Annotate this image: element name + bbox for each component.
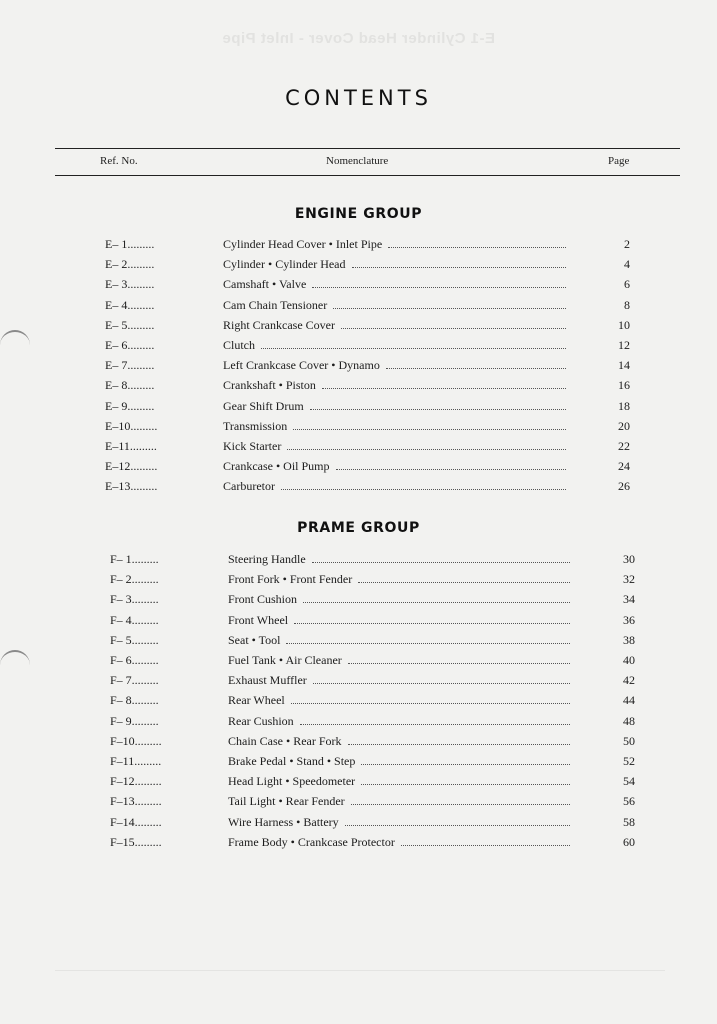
toc-entry-name: Front Cushion [228,592,298,607]
toc-entry-name: Clutch [223,338,255,352]
toc-entry-leader [348,728,570,745]
toc-entry-ref: E– 9......... [105,398,155,413]
toc-entry-leader [348,647,570,664]
toc-entry-leader [358,566,570,583]
toc-entry-leader [386,352,566,369]
toc-entry-leader [336,453,566,470]
toc-entry-name: Carburetor [223,479,275,494]
toc-entry-ref: F–14......... [110,814,162,829]
toc-entry [0,812,717,832]
toc-entry [0,476,717,496]
toc-entry-name: Crankshaft • Piston [223,378,316,393]
toc-entry-name: Transmission [223,418,288,433]
toc-entry-name: Seat • Tool [228,632,281,647]
column-header-nomenclature: Nomenclature [326,155,389,167]
toc-entry-name: Right Crankcase Cover [223,317,335,332]
toc-entry-ref: F– 9......... [110,713,159,728]
toc-entry-page: 50 [623,733,635,748]
toc-entry-page: 12 [618,338,630,352]
toc-entry-leader [310,393,566,410]
toc-entry-name: Fuel Tank • Air Cleaner [228,653,342,667]
toc-entry-name: Front Fork • Front Fender [228,572,353,587]
toc-entry-page: 16 [618,378,630,393]
column-header-ref-no: Ref. No. [100,155,138,167]
toc-entry-ref: E– 5......... [105,317,155,332]
toc-entry-page: 54 [623,774,635,789]
toc-entry-name: Exhaust Muffler [228,673,307,688]
toc-entry-leader [322,372,566,389]
toc-entry [0,751,717,771]
toc-entry-name: Rear Wheel [228,693,285,708]
toc-entry-name: Kick Starter [223,439,282,453]
frame-group-title: PRAME GROUP [297,520,420,536]
toc-entry-leader [312,546,570,563]
toc-entry-page: 20 [618,418,630,433]
toc-entry-leader [286,627,570,644]
toc-entry-leader [261,332,566,349]
toc-entry-leader [281,473,566,490]
toc-entry-page: 8 [624,297,630,312]
toc-entry-ref: E–10......... [105,418,158,433]
toc-entry-page: 58 [623,814,635,829]
toc-entry-page: 30 [623,552,635,566]
toc-entry-ref: E– 3......... [105,277,155,292]
toc-entry-ref: E– 7......... [105,358,155,373]
toc-entry-page: 26 [618,479,630,494]
toc-entry-page: 14 [618,358,630,373]
toc-entry-page: 38 [623,632,635,647]
toc-entry-ref: F– 4......... [110,612,159,627]
toc-entry-name: Gear Shift Drum [223,398,304,413]
toc-entry-leader [293,413,566,430]
toc-entry-ref: F–15......... [110,834,162,849]
toc-entry-ref: F– 2......... [110,572,159,587]
toc-entry-leader [361,768,570,785]
toc-entry-leader [291,687,570,704]
toc-entry-leader [287,433,566,450]
toc-entry-name: Left Crankcase Cover • Dynamo [223,358,380,373]
column-header-page: Page [608,155,630,167]
toc-entry-page: 44 [623,693,635,708]
toc-entry-ref: F– 3......... [110,592,159,607]
engine-group-title: ENGINE GROUP [294,206,423,222]
toc-entry-ref: F–11......... [110,754,162,768]
toc-entry-page: 18 [618,398,630,413]
bottom-rule [55,970,665,971]
toc-entry-page: 52 [623,754,635,768]
toc-entry-name: Frame Body • Crankcase Protector [228,834,395,849]
toc-entry-name: Steering Handle [228,552,306,566]
toc-entry-leader [333,292,566,309]
toc-entry-name: Cylinder Head Cover • Inlet Pipe [223,237,383,251]
toc-entry-name: Wire Harness • Battery [228,814,339,829]
toc-entry-leader [352,251,566,268]
toc-entry-ref: E– 1......... [105,237,155,251]
toc-entry-leader [361,748,570,765]
toc-entry-page: 32 [623,572,635,587]
toc-entry-page: 42 [623,673,635,688]
toc-entry-ref: E–11......... [105,439,157,453]
toc-entry-name: Cam Chain Tensioner [223,297,328,312]
toc-entry-page: 22 [618,439,630,453]
toc-entry-ref: F– 7......... [110,673,159,688]
toc-entry-ref: E– 8......... [105,378,155,393]
toc-entry-ref: F–13......... [110,794,162,809]
toc-entry-leader [300,708,570,725]
toc-entry-leader [345,809,570,826]
toc-entry-name: Chain Case • Rear Fork [228,733,342,748]
toc-entry-page: 60 [623,834,635,849]
toc-entry-ref: E– 4......... [105,297,155,312]
toc-entry-leader [294,607,570,624]
header-bottom-rule [55,175,680,176]
toc-entry-name: Tail Light • Rear Fender [228,794,345,809]
toc-entry [0,731,717,751]
toc-entry-ref: E–12......... [105,459,158,474]
toc-entry-name: Crankcase • Oil Pump [223,459,330,474]
toc-entry-ref: F– 5......... [110,632,159,647]
toc-entry-ref: F–12......... [110,774,162,789]
toc-entry-page: 4 [624,257,630,272]
toc-entry-ref: E–13......... [105,479,158,494]
toc-entry-ref: F–10......... [110,733,162,748]
toc-entry-ref: F– 8......... [110,693,159,708]
toc-entry-leader [313,667,570,684]
toc-entry-page: 2 [624,237,630,251]
toc-entry-name: Front Wheel [228,612,289,627]
toc-entry-name: Cylinder • Cylinder Head [223,257,346,272]
toc-entry-leader [303,586,570,603]
toc-entry-name: Camshaft • Valve [223,277,307,292]
toc-entry-page: 6 [624,277,630,292]
toc-entry-ref: E– 6......... [105,338,155,352]
toc-entry-page: 56 [623,794,635,809]
page-title: CONTENTS [285,86,432,110]
toc-entry-ref: E– 2......... [105,257,155,272]
toc-entry-page: 24 [618,459,630,474]
header-top-rule [55,148,680,149]
toc-entry-name: Brake Pedal • Stand • Step [228,754,356,768]
toc-entry-page: 10 [618,317,630,332]
toc-entry [0,832,717,852]
toc-entry-leader [341,312,566,329]
toc-entry-ref: F– 6......... [110,653,159,667]
toc-entry [0,335,717,355]
show-through-header: E-1 Cylinder Head Cover - Inlet Pipe [221,30,496,47]
toc-entry-page: 36 [623,612,635,627]
toc-entry-leader [312,271,566,288]
toc-entry-ref: F– 1......... [110,552,159,566]
toc-entry-page: 48 [623,713,635,728]
toc-entry-leader [351,788,570,805]
toc-entry-leader [388,231,566,248]
toc-entry-page: 34 [623,592,635,607]
toc-entry-leader [401,829,570,846]
toc-entry-page: 40 [623,653,635,667]
toc-entry-name: Head Light • Speedometer [228,774,356,789]
toc-entry-name: Rear Cushion [228,713,294,728]
